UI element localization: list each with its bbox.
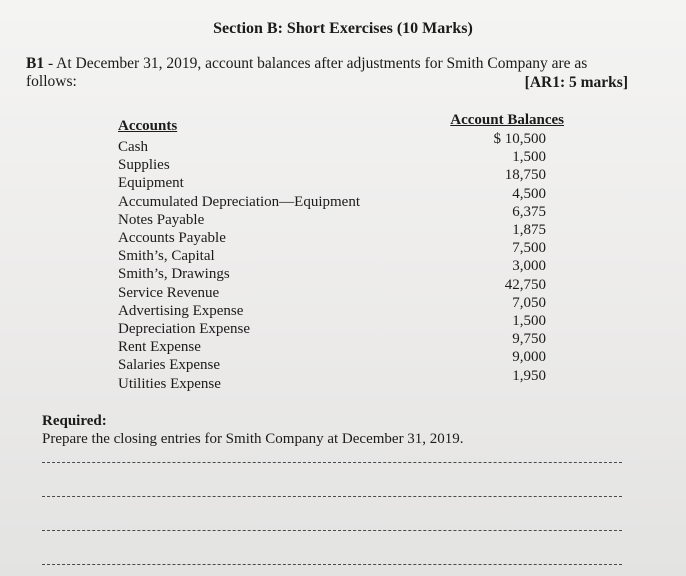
account-balance: 3,000 <box>512 258 546 275</box>
account-name: Notes Payable <box>118 211 205 228</box>
account-balance: 9,000 <box>512 349 546 366</box>
account-balance: 7,500 <box>512 240 546 257</box>
account-name: Cash <box>118 139 148 155</box>
answer-line <box>42 564 622 565</box>
account-balance: 7,050 <box>512 294 546 311</box>
account-name: Accumulated Depreciation—Equipment <box>118 193 360 210</box>
required-section <box>42 412 464 448</box>
account-balance: 1,950 <box>512 367 546 384</box>
accounts-header: Accounts <box>118 118 178 134</box>
account-name: Advertising Expense <box>118 302 244 319</box>
question-body: - At December 31, 2019, account balances after adjustments for Smith Company are as follows: <box>26 55 588 90</box>
required-label: Required: <box>42 413 107 429</box>
account-name: Utilities Expense <box>118 375 221 392</box>
accounts-column <box>118 138 360 393</box>
account-name: Salaries Expense <box>118 357 221 374</box>
account-balance: 4,500 <box>512 185 546 202</box>
account-name: Rent Expense <box>118 339 201 356</box>
question-code: B1 <box>26 55 45 72</box>
account-balance: 18,750 <box>504 167 546 184</box>
account-name: Service Revenue <box>118 284 220 301</box>
account-balance: 1,875 <box>512 222 546 239</box>
account-name: Depreciation Expense <box>118 321 251 338</box>
balances-header: Account Balances <box>450 112 564 128</box>
answer-line <box>42 496 622 497</box>
account-balance: 42,750 <box>504 276 546 293</box>
account-balance: $ 10,500 <box>493 131 546 147</box>
account-balance: 1,500 <box>512 149 546 166</box>
required-text: Prepare the closing entries for Smith Company at December 31, 2019. <box>42 431 464 447</box>
answer-line <box>42 462 622 463</box>
account-name: Equipment <box>118 175 184 192</box>
balances-column <box>494 130 547 385</box>
section-title: Section B: Short Exercises (10 Marks) <box>213 20 473 37</box>
account-balance: 9,750 <box>512 331 546 348</box>
answer-line <box>42 530 622 531</box>
account-balance: 6,375 <box>512 203 546 220</box>
marks-label: [AR1: 5 marks] <box>524 74 628 91</box>
account-name: Smith’s, Capital <box>118 248 215 265</box>
account-name: Smith’s, Drawings <box>118 266 230 283</box>
account-name: Supplies <box>118 157 170 174</box>
account-balance: 1,500 <box>512 313 546 330</box>
account-name: Accounts Payable <box>118 230 226 247</box>
